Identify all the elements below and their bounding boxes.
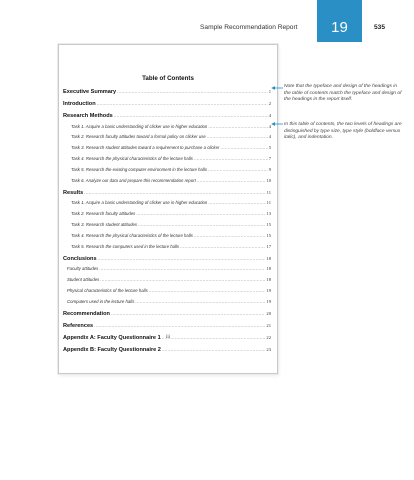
toc-entry-label: Research Methods	[63, 113, 113, 119]
toc-entry-page: 18	[266, 255, 271, 261]
toc-entry-label: Task 5. Research the computers used in the lecture halls	[71, 243, 180, 249]
toc-entry-page: 20	[266, 311, 271, 316]
toc-entry-page: 5	[268, 145, 271, 151]
callout-note-levels: In this table of contents, the two levels of headings are distinguished by type size, type style (boldface versus italic), and indentation.	[284, 122, 402, 140]
toc-entry-page: 17	[266, 243, 271, 249]
toc-entry-label: Introduction	[63, 101, 96, 107]
toc-entry-page: 4	[268, 134, 271, 140]
toc-entry-label: Faculty attitudes	[67, 266, 99, 272]
toc-entry-page: 11	[266, 200, 271, 206]
toc-entry-label: Task 4. Research the physical characteristics of the lecture halls	[71, 155, 193, 161]
toc-title: Table of Contents	[142, 75, 194, 82]
toc-entry-label: Computers used in the lecture halls	[67, 298, 135, 304]
toc-entry-page: 15	[266, 221, 271, 227]
toc-entry-page: 11	[266, 189, 271, 195]
toc-entry-page: 4	[268, 123, 271, 129]
toc-entry-page: 13	[266, 211, 271, 217]
toc-entry-label: Recommendation	[63, 311, 110, 317]
toc-entry-page: 4	[268, 113, 271, 118]
toc-entry-page: 1	[268, 89, 271, 94]
chapter-number-badge: 19	[317, 0, 362, 42]
toc-entry-label: Task 5. Research the existing computer environment in the lecture halls	[71, 166, 207, 172]
toc-entry-label: Task 2. Research faculty attitudes toward a formal policy on clicker use	[71, 134, 206, 140]
toc-entry-label: Task 1. Acquire a basic understanding of clicker use in higher education	[71, 123, 208, 129]
toc-entry-page: 19	[266, 287, 271, 293]
toc-entry-label: Executive Summary	[63, 89, 117, 95]
toc-entry-label: Task 2. Research faculty attitudes	[71, 211, 136, 217]
toc-entry-page: 10	[266, 177, 271, 183]
toc-entry-page: 18	[266, 266, 271, 272]
toc-entry-label: Task 4. Research the physical characteristics of the lecture halls	[71, 232, 193, 238]
toc-entry-label: Physical characteristics of the lecture halls	[67, 287, 148, 293]
toc-entry-label: Task 1. Acquire a basic understanding of clicker use in higher education	[71, 200, 208, 206]
toc-entry-page: 22	[266, 335, 271, 340]
toc-entry-page: 2	[268, 101, 271, 106]
toc-entry-label: Results	[63, 189, 84, 196]
toc-entry-page: 18	[266, 277, 271, 283]
toc-entry-label: Conclusions	[63, 255, 97, 262]
toc-entry-page: 23	[266, 347, 271, 352]
toc-entry-label: Appendix A: Faculty Questionnaire 1	[63, 335, 161, 341]
toc-entry-label: Task 3. Research student attitudes toward a requirement to purchase a clicker	[71, 145, 220, 151]
toc-entry-page: 9	[268, 166, 271, 172]
document-page-number: iii	[166, 335, 170, 340]
running-head-title: Sample Recommendation Report	[200, 24, 298, 31]
toc-entry-label: References	[63, 323, 94, 329]
toc-entry-label: Task 6. Analyze our data and prepare this recommendation report	[71, 177, 196, 183]
toc-entry-label: Student attitudes	[67, 277, 100, 283]
toc-entry-page: 21	[266, 323, 271, 328]
toc-entry-page: 19	[266, 298, 271, 304]
toc-entry-page: 7	[268, 155, 271, 161]
book-page-number: 535	[374, 24, 386, 31]
toc-entry-page: 15	[266, 232, 271, 238]
toc-entry-label: Appendix B: Faculty Questionnaire 2	[63, 347, 161, 353]
toc-entry-label: Task 3. Research student attitudes	[71, 221, 138, 227]
callout-note-headings: Note that the typeface and design of the headings in the table of contents match the typeface and design of the headings in the report itself.	[284, 84, 402, 102]
